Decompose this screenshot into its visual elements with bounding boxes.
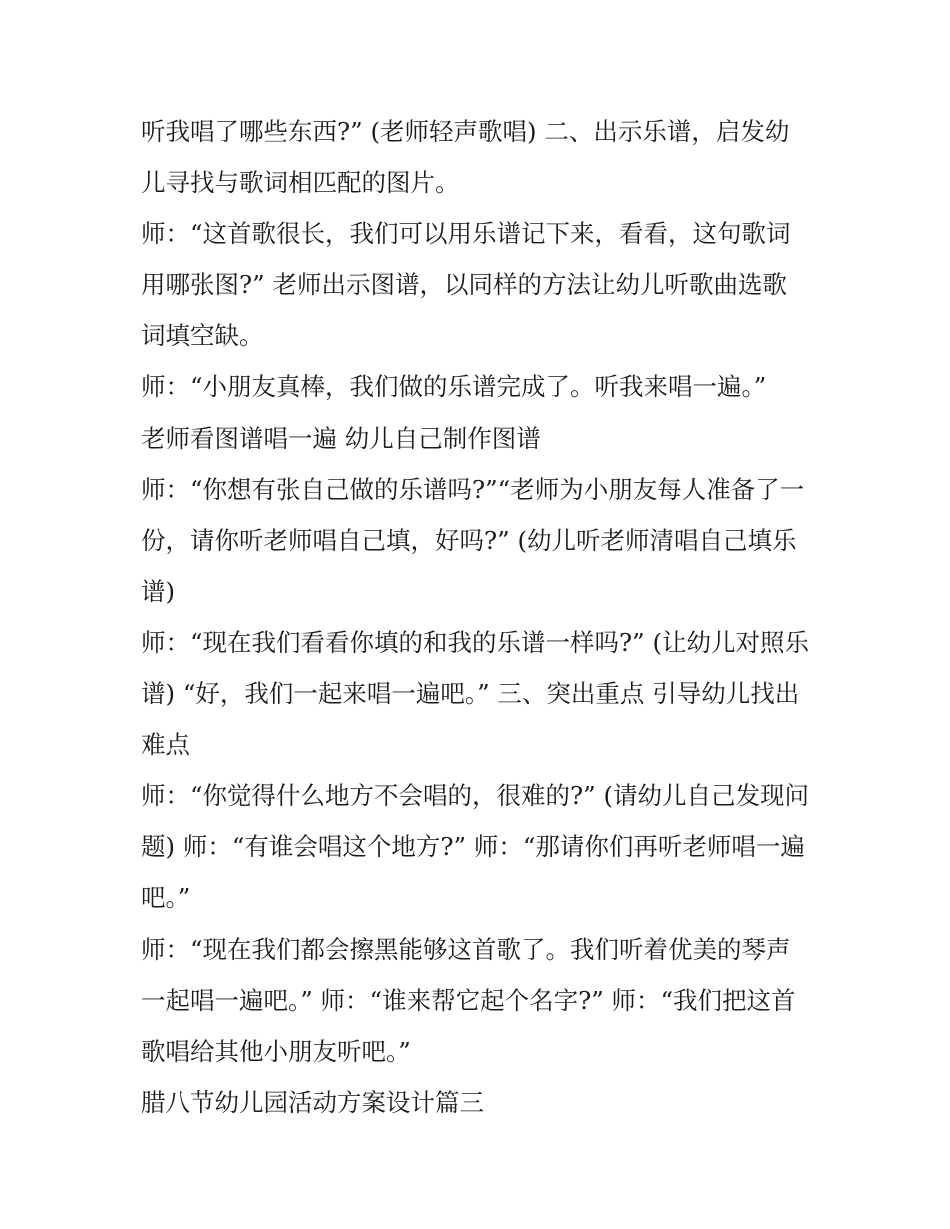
text-line: 儿寻找与歌词相匹配的图片。: [141, 168, 460, 198]
text-line: 难点: [141, 730, 190, 760]
text-line: 吧。”: [141, 883, 191, 913]
text-line: 词填空缺。: [141, 321, 264, 351]
text-line: 谱) “好，我们一起来唱一遍吧。” 三、突出重点 引导幼儿找出: [141, 679, 800, 709]
text-line: 师：“这首歌很长，我们可以用乐谱记下来，看看，这句歌词: [141, 219, 791, 249]
text-line: 歌唱给其他小朋友听吧。”: [141, 1036, 411, 1066]
text-line: 用哪张图?” 老师出示图谱，以同样的方法让幼儿听歌曲选歌: [141, 270, 787, 300]
document-body: [141, 106, 831, 1128]
text-line: 师：“小朋友真棒，我们做的乐谱完成了。听我来唱一遍。”: [141, 372, 767, 402]
text-line: 老师看图谱唱一遍 幼儿自己制作图谱: [141, 423, 541, 453]
text-line: 一起唱一遍吧。” 师：“谁来帮它起个名字?” 师：“我们把这首: [141, 985, 796, 1015]
text-line: 师：“你觉得什么地方不会唱的，很难的?” (请幼儿自己发现问: [141, 781, 810, 811]
text-line: 谱): [141, 576, 176, 606]
text-line: 师：“你想有张自己做的乐谱吗?”“老师为小朋友每人准备了一: [141, 474, 805, 504]
text-line: 题) 师：“有谁会唱这个地方?” 师：“那请你们再听老师唱一遍: [141, 832, 805, 862]
text-line: 师：“现在我们都会擦黑能够这首歌了。我们听着优美的琴声: [141, 934, 791, 964]
section-heading: 腊八节幼儿园活动方案设计篇三: [141, 1087, 484, 1117]
text-line: 份，请你听老师唱自己填，好吗?” (幼儿听老师清唱自己填乐: [141, 525, 797, 555]
text-line: 师：“现在我们看看你填的和我的乐谱一样吗?” (让幼儿对照乐: [141, 627, 810, 657]
text-line: 听我唱了哪些东西?” (老师轻声歌唱) 二、出示乐谱，启发幼: [141, 117, 790, 146]
